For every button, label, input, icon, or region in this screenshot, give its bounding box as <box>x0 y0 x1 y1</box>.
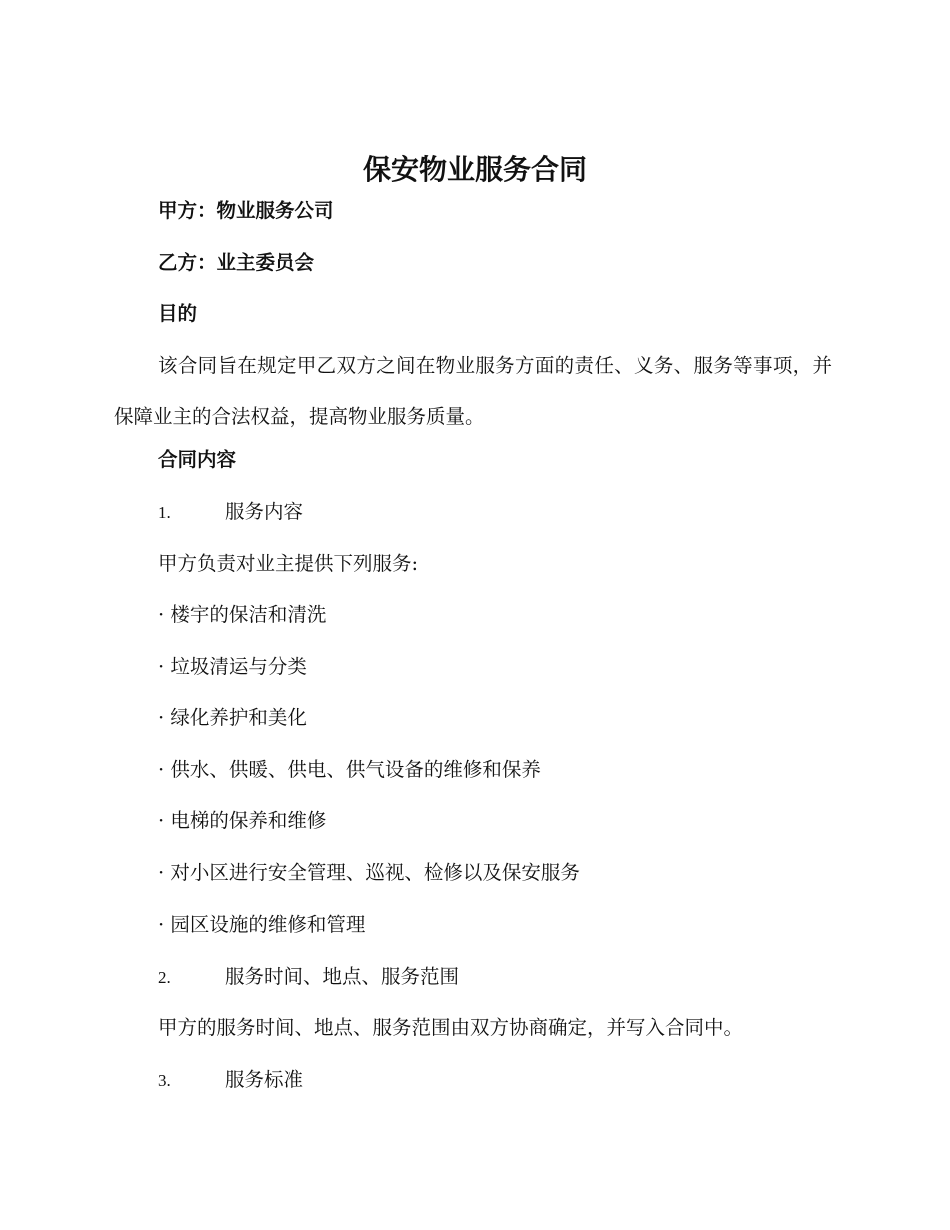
service-item: · 楼宇的保洁和清洗 <box>158 603 327 626</box>
party-b: 乙方：业主委员会 <box>158 251 315 274</box>
service-item: · 绿化养护和美化 <box>158 706 307 729</box>
content-heading: 合同内容 <box>158 448 237 471</box>
document-title: 保安物业服务合同 <box>362 153 587 186</box>
section-2-text: 甲方的服务时间、地点、服务范围由双方协商确定，并写入合同中。 <box>158 1016 744 1039</box>
service-item: · 电梯的保养和维修 <box>158 809 327 832</box>
purpose-heading: 目的 <box>158 302 198 325</box>
service-item: · 对小区进行安全管理、巡视、检修以及保安服务 <box>158 861 580 884</box>
section-heading-1 <box>158 497 303 528</box>
party-a: 甲方：物业服务公司 <box>158 199 334 222</box>
section-number: 1. <box>158 503 171 522</box>
service-item: · 垃圾清运与分类 <box>158 655 307 678</box>
purpose-paragraph: 该合同旨在规定甲乙双方之间在物业服务方面的责任、义务、服务等事项，并保障业主的合法权益，提高物业服务质量。 <box>114 354 832 428</box>
section-title: 服务时间、地点、服务范围 <box>225 965 460 988</box>
service-item: · 供水、供暖、供电、供气设备的维修和保养 <box>158 758 541 781</box>
services-intro: 甲方负责对业主提供下列服务: <box>158 552 419 575</box>
section-title: 服务标准 <box>225 1068 304 1091</box>
section-number: 3. <box>158 1071 171 1090</box>
service-item: · 园区设施的维修和管理 <box>158 913 366 936</box>
section-title: 服务内容 <box>225 500 304 523</box>
section-heading-2 <box>158 962 459 993</box>
section-heading-3 <box>158 1065 303 1096</box>
section-number: 2. <box>158 968 171 987</box>
